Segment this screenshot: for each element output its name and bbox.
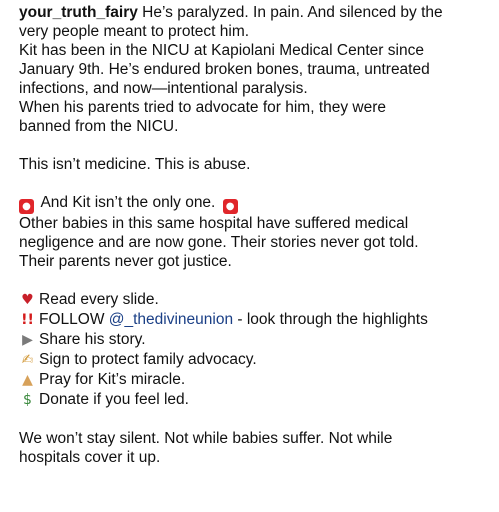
abuse-line: This isn’t medicine. This is abuse.: [19, 156, 251, 173]
action-donate-text: Donate if you feel led.: [39, 391, 189, 408]
paragraph-spacer: [19, 410, 487, 429]
username-link[interactable]: your_truth_fairy: [19, 4, 138, 21]
action-share: [19, 330, 487, 350]
action-share-text: Share his story.: [39, 331, 146, 348]
closing-line-1: We won’t stay silent. Not while babies suffer. Not while: [19, 430, 393, 447]
action-follow-suffix: - look through the highlights: [233, 311, 428, 328]
mention-link[interactable]: @_thedivineunion: [108, 311, 234, 328]
writing-hand-icon: ✍: [21, 352, 34, 368]
caption-intro-line-2: very people meant to protect him.: [19, 23, 250, 40]
parents-line-2: banned from the NICU.: [19, 118, 179, 135]
parents-line-1: When his parents tried to advocate for him, they were: [19, 99, 387, 116]
action-sign: [19, 350, 487, 370]
others-line-1: Other babies in this same hospital have suffered medical: [19, 215, 409, 232]
police-siren-icon: ●: [223, 199, 238, 214]
praying-hands-icon: ▲: [22, 372, 33, 388]
paragraph-spacer: [19, 271, 487, 290]
money-icon: $: [23, 392, 32, 408]
action-read-text: Read every slide.: [39, 291, 159, 308]
broken-heart-icon: ♥: [21, 292, 34, 308]
action-follow-prefix: FOLLOW: [39, 311, 109, 328]
paragraph-spacer: [19, 136, 487, 155]
paragraph-spacer: [19, 174, 487, 193]
intro-text: He’s paralyzed. In pain. And silenced by the: [137, 4, 443, 21]
action-follow: [19, 310, 487, 330]
not-only-text: And Kit isn’t the only one.: [37, 194, 220, 211]
action-sign-text: Sign to protect family advocacy.: [39, 351, 257, 368]
others-line-3: Their parents never got justice.: [19, 253, 232, 270]
megaphone-icon: ▶: [22, 332, 33, 348]
post-caption: [19, 3, 487, 467]
caption-intro-line-1: [19, 3, 487, 22]
kit-line-1: Kit has been in the NICU at Kapiolani Medical Center since: [19, 42, 424, 59]
not-only-line: [19, 193, 487, 214]
action-donate: [19, 390, 487, 410]
action-pray-text: Pray for Kit’s miracle.: [39, 371, 186, 388]
double-exclamation-icon: !!: [21, 312, 34, 328]
closing-line-2: hospitals cover it up.: [19, 449, 161, 466]
kit-line-3: infections, and now—intentional paralysis.: [19, 80, 308, 97]
police-siren-icon: ●: [19, 199, 34, 214]
others-line-2: negligence and are now gone. Their stories never got told.: [19, 234, 419, 251]
action-pray: [19, 370, 487, 390]
action-read: [19, 290, 487, 310]
kit-line-2: January 9th. He’s endured broken bones, trauma, untreated: [19, 61, 430, 78]
